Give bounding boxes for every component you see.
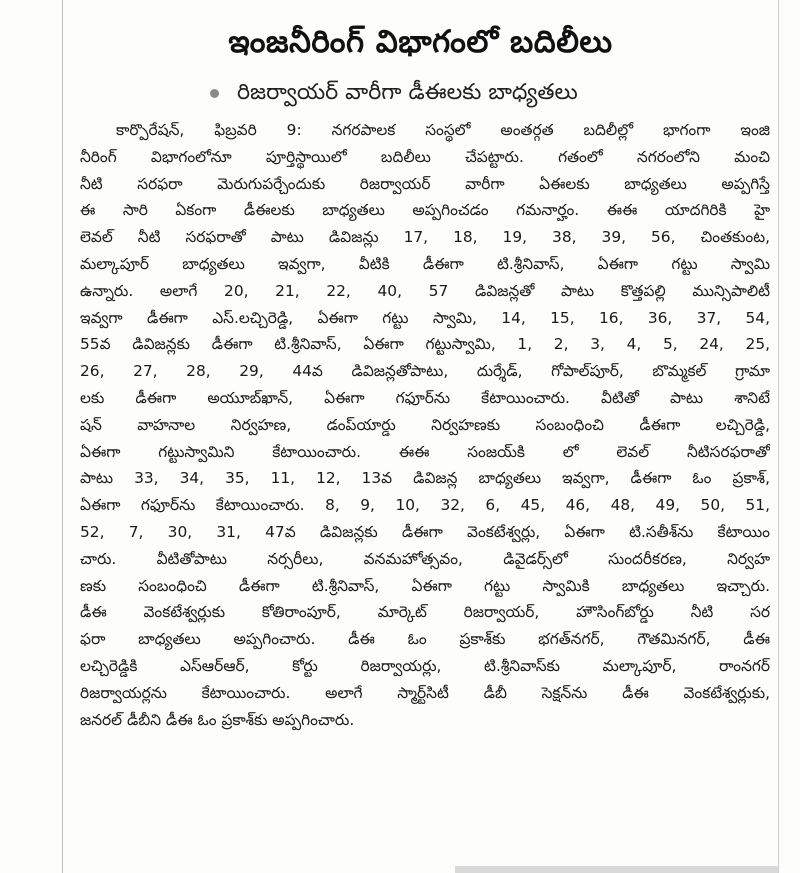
body-line: పాటు 33, 34, 35, 11, 12, 13వ డివిజన్ల బాధ్యతలు ఇవ్వగా, డీఈగా ఓం ప్రకాశ్, xyxy=(80,469,770,488)
article-body xyxy=(80,117,770,733)
body-line: జనరల్ డీబీని డీఈ ఓం ప్రకాశ్‌కు అప్పగించారు. xyxy=(80,710,355,729)
body-line: నీరింగ్ విభాగంలోనూ పూర్తిస్థాయిలో బదిలీలు చేపట్టారు. గతంలో నగరంలోని మంచి xyxy=(80,147,770,166)
column-rule-left xyxy=(62,0,63,873)
body-line: ఉన్నారు. అలాగే 20, 21, 22, 40, 57 డివిజన్లతో పాటు కొత్తపల్లి మున్సిపాలిటీ xyxy=(80,281,770,300)
body-line: 55వ డివిజన్లకు డీఈగా టి.శ్రీనివాస్, ఏఈగా గట్టుస్వామి, 1, 2, 3, 4, 5, 24, 25, xyxy=(80,335,770,354)
body-line: ఈ సారి ఏకంగా డీఈలకు బాధ్యతలు అప్పగించడం గమనార్హం. ఈఈ యాదగిరికి హై xyxy=(80,201,770,220)
bullet-icon xyxy=(210,89,219,98)
body-line: ఫరా బాధ్యతలు అప్పగించారు. డీఈ ఓం ప్రకాశ్‌కు భగత్‌నగర్, గౌతమినగర్, డీఈ xyxy=(80,630,770,649)
body-line: 52, 7, 30, 31, 47వ డివిజన్లకు డీఈగా వెంకటేశ్వర్లు, ఏఈగా టి.సతీశ్‌ను కేటాయిం xyxy=(80,522,770,541)
body-line: ణకు సంబంధించి డీఈగా టి.శ్రీనివాస్, ఏఈగా గట్టు స్వామికి బాధ్యతలు ఇచ్చారు. xyxy=(80,576,770,595)
column-rule-right xyxy=(778,0,779,873)
article-headline: ఇంజనీరింగ్ విభాగంలో బదిలీలు xyxy=(228,24,613,60)
body-line: ఏఈగా గఫూర్‌ను కేటాయించారు. 8, 9, 10, 32, 6, 45, 46, 48, 49, 50, 51, xyxy=(80,496,770,515)
body-line: రిజర్వాయర్లను కేటాయించారు. అలాగే స్మార్ట్‌సిటీ డీబీ సెక్షన్‌ను డీఈ వెంకటేశ్వర్లుకు, xyxy=(80,683,770,702)
body-line: కార్పొరేషన్, ఫిబ్రవరి 9: నగరపాలక సంస్థలో అంతర్గత బదిలీల్లో భాగంగా ఇంజి xyxy=(116,121,770,139)
body-line: లెవల్ నీటి సరఫరాతో పాటు డివిజన్లు 17, 18, 19, 38, 39, 56, చింతకుంట, xyxy=(80,228,770,247)
article-subheadline: రిజర్వాయర్ వారీగా డీఈలకు బాధ్యతలు xyxy=(237,80,578,105)
body-line: ఏఈగా గట్టుస్వామిని కేటాయించారు. ఈఈ సంజయ్‌కి లో లెవల్ నీటిసరఫరాతో xyxy=(80,442,770,461)
body-line: ఇవ్వగా డీఈగా ఎస్.లచ్చిరెడ్డి, ఏఈగా గట్టు స్వామి, 14, 15, 16, 36, 37, 54, xyxy=(80,308,770,327)
body-line: షన్ వాహనాల నిర్వహణ, డంప్‌యార్డు నిర్వహణకు సంబంధించి డీఈగా లచ్చిరెడ్డి, xyxy=(80,415,770,434)
article-subheadline-row xyxy=(210,76,578,110)
body-line: చారు. వీటితోపాటు నర్సరీలు, వనమహోత్సవం, డివైడర్స్‌లో సుందరీకరణ, నిర్వహ xyxy=(80,549,770,568)
adjacent-column-edge xyxy=(455,866,778,873)
body-line: లకు డీఈగా అయూబ్‌ఖాన్, ఏఈగా గఫూర్‌ను కేటాయించారు. వీటితో పాటు శానిటే xyxy=(80,388,770,407)
body-line: లచ్చిరెడ్డికి ఎస్‌ఆర్ఆర్, కోర్టు రిజర్వాయర్లు, టి.శ్రీనివాస్‌కు మల్కాపూర్, రాంనగర్ xyxy=(80,656,770,675)
body-line: నీటి సరఫరా మెరుగుపర్చేందుకు రిజర్వాయర్ వారీగా ఏఈలకు బాధ్యతలు అప్పగిస్తే xyxy=(80,174,770,193)
body-line: డీఈ వెంకటేశ్వర్లుకు కోతిరాంపూర్, మార్కెట్ రిజర్వాయర్, హౌసింగ్‌బోర్డు నీటి సర xyxy=(80,603,770,622)
body-line: మల్కాపూర్ బాధ్యతలు ఇవ్వగా, వీటికి డీఈగా టి.శ్రీనివాస్, ఏఈగా గట్టు స్వామి xyxy=(80,254,770,273)
body-line: 26, 27, 28, 29, 44వ డివిజన్లతోపాటు, దుర్శేడ్, గోపాల్‌పూర్, బొమ్మకల్ గ్రామా xyxy=(80,362,770,381)
